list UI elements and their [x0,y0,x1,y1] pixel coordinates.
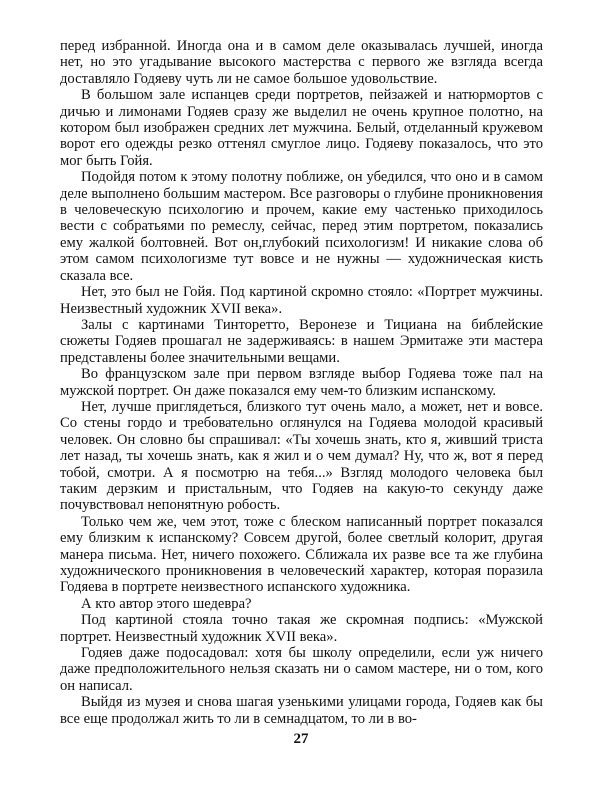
paragraph: Выйдя из музея и снова шагая узенькими улицами города, Годяев как бы все еще продолжал жить то ли в семнадцатом, то ли в во- [60,694,543,727]
paragraph: В большом зале испанцев среди портретов, пейзажей и натюрмортов с дичью и лимонами Годяев сразу же выделил не очень крупное полотно, на котором был изображен средних лет мужчина. Белый, отделанный кружевом ворот его одежды резко оттенял смуглое лицо. Годяеву показалось, что это мог быть Гойя. [60,87,543,169]
page-number: 27 [293,731,309,747]
paragraph: Нет, это был не Гойя. Под картиной скромно стояло: «Портрет мужчины. Неизвестный художник XVII века». [60,284,543,317]
paragraph: Годяев даже подосадовал: хотя бы школу определили, если уж ничего даже предположительного нельзя сказать ни о самом мастере, ни о том, кого он написал. [60,645,543,694]
paragraph: Только чем же, чем этот, тоже с блеском написанный портрет показался ему близким к испанскому? Совсем другой, более светлый колорит, другая манера письма. Нет, ничего похожего. Сближала их разве все та же глубина художнического проникновения в человеческий характер, которая поразила Годяева в портрете неизвестного испанского художника. [60,513,543,596]
paragraph: Нет, лучше приглядеться, близкого тут очень мало, а может, нет и вовсе. Со стены гордо и требовательно оглянулся на Годяева молодой красивый человек. Он словно бы спрашивал: «Ты хочешь знать, кто я, живший триста лет назад, ты хочешь знать, как я жил и о чем думал? Ну, что ж, вот я перед тобой, смотри. А я посмотрю на тебя...» Взгляд молодого человека был таким дерзким и пристальным, что Годяев на какую-то секунду даже почувствовал непонятную робость. [60,398,543,514]
paragraph: перед избранной. Иногда она и в самом деле оказывалась лучшей, иногда нет, но это угадывание высокого мастерства с первого же взгляда всегда доставляло Годяеву чуть ли не самое большое удовольствие. [60,38,543,87]
paragraph: Залы с картинами Тинторетто, Веронезе и Тициана на библейские сюжеты Годяев прошагал не задерживаясь: в нашем Эрмитаже эти мастера представлены более значительными вещами. [60,316,543,366]
body-text [60,38,543,727]
paragraph: Во французском зале при первом взгляде выбор Годяева тоже пал на мужской портрет. Он даже показался ему чем-то близким испанскому. [60,366,543,399]
paragraph: А кто автор этого шедевра? [81,595,252,612]
paragraph: Подойдя потом к этому полотну поближе, он убедился, что оно и в самом деле выполнено большим мастером. Все разговоры о глубине проникновения в человеческую психологию и прочем, какие ему частенько приходилось вести с собратьями по ремеслу, сейчас, перед этим портретом, показались ему жалкой болтовней. Вот он,глубокий психологизм! И никакие слова об этом самом психологизме тут вовсе и не нужны — художническая кисть сказала все. [60,169,543,284]
paragraph: Под картиной стояла точно такая же скромная подпись: «Мужской портрет. Неизвестный художник XVII века». [60,612,543,645]
